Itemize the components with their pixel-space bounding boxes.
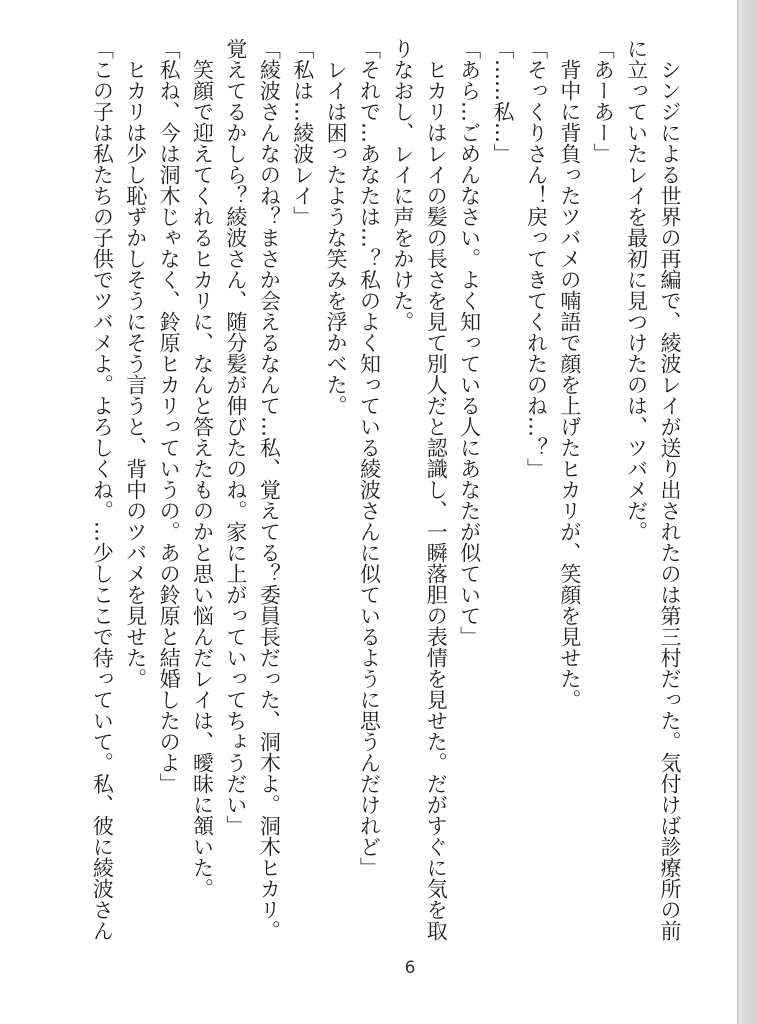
vertical-text-body: [84, 38, 686, 941]
text-column: 笑顔で迎えてくれるヒカリに、なんと答えたものかと思い悩んだレイは、曖昧に頷いた。: [190, 59, 215, 899]
text-column: 「私は…綾波レイ」: [290, 38, 315, 227]
text-column: 背中に背負ったツバメの喃語で顔を上げたヒカリが、笑顔を見せた。: [557, 59, 582, 710]
page-number: 6: [404, 958, 416, 978]
text-column: ヒカリは少し恥ずかしそうにそう言うと、背中のツバメを見せた。: [123, 59, 148, 689]
text-column: 覚えてるかしら？綾波さん、随分髪が伸びたのね。家に上がっていってちょうだい」: [223, 38, 248, 836]
text-column: に立っていたレイを最初に見つけたのは、ツバメだ。: [624, 38, 649, 542]
text-column: 「この子は私たちの子供でツバメよ。よろしくね。…少しここで待っていて。私、彼に綾波さん: [90, 38, 115, 941]
text-column: 「あーあー」: [591, 38, 616, 164]
text-column: 「綾波さんなのね？まさか会えるなんて…私、覚えてる？委員長だった、洞木よ。洞木ヒカリ。: [257, 38, 282, 941]
text-column: 「そっくりさん！戻ってきてくれたのね…？」: [524, 38, 549, 479]
text-column: りなおし、レイに声をかけた。: [390, 38, 415, 332]
text-column: レイは困ったような笑みを浮かべた。: [324, 59, 349, 416]
text-column: 「それで…あなたは…？私のよく知っている綾波さんに似ているように思うんだけれど」: [357, 38, 382, 878]
text-column: ヒカリはレイの髪の長さを見て別人だと認識し、一瞬落胆の表情を見せた。だがすぐに気を取: [424, 59, 449, 941]
text-column: 「……私…」: [491, 38, 516, 164]
text-column: 「私ね、今は洞木じゃなく、鈴原ヒカリっていうの。あの鈴原と結婚したのよ」: [157, 38, 182, 794]
page-edge: [737, 0, 757, 1024]
text-column: シンジによる世界の再編で、綾波レイが送り出されたのは第三村だった。気付けば診療所の前: [658, 59, 682, 941]
text-column: 「あら…ごめんなさい。よく知っている人にあなたが似ていて」: [457, 38, 482, 647]
